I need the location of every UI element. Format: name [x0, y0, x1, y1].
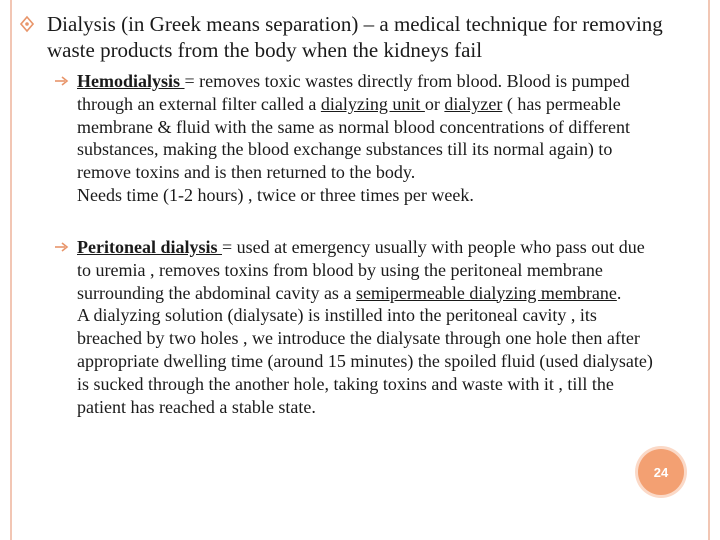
bullet-arrow-icon: [53, 70, 71, 92]
bullet-dialysis-text: Dialysis (in Greek means separation) – a medical technique for removing waste products from the body when the kidneys fail: [47, 12, 663, 62]
bullet-arrow-icon: [53, 236, 71, 258]
peritoneal-def-2: .: [616, 282, 622, 303]
peritoneal-def-1: = used at emergency usually with people who pass out due to uremia , removes toxins from blood by using the peritoneal membrane surrounding the abdominal cavity as a: [77, 237, 645, 303]
bullet-diamond-icon: [20, 11, 34, 37]
term-hemodialysis: Hemodialysis: [77, 71, 185, 91]
term-peritoneal-dialysis: Peritoneal dialysis: [77, 237, 222, 257]
peritoneal-paragraph: A dialyzing solution (dialysate) is instilled into the peritoneal cavity , its breached by two holes , we introduce the dialysate through one hole then after appropriate dwelling time (around 15 minutes) the spoiled fluid (used dialysate) is sucked through the another hole, taking toxins and waste with it , till the patient has reached a stable state.: [77, 305, 653, 417]
hemodialysis-def-2: or: [424, 93, 445, 114]
peritoneal-text: [77, 236, 663, 418]
hemodialysis-def-1: = removes toxic wastes directly from blood. Blood is pumped through an external filter called a: [77, 71, 630, 114]
term-dialyzing-unit: dialyzing unit: [320, 93, 425, 114]
term-semipermeable-membrane: semipermeable dialyzing membrane: [355, 282, 617, 303]
page-number-badge: 24: [638, 449, 684, 495]
hemodialysis-def-3: ( has permeable membrane & fluid with the same as normal blood concentrations of different substances, making the blood exchange substances till its normal again) to remove toxins and is then returned to the body.: [77, 93, 631, 183]
hemodialysis-text: [77, 70, 663, 207]
hemodialysis-note: Needs time (1-2 hours) , twice or three times per week.: [77, 184, 474, 205]
term-dialyzer: dialyzer: [444, 93, 503, 114]
